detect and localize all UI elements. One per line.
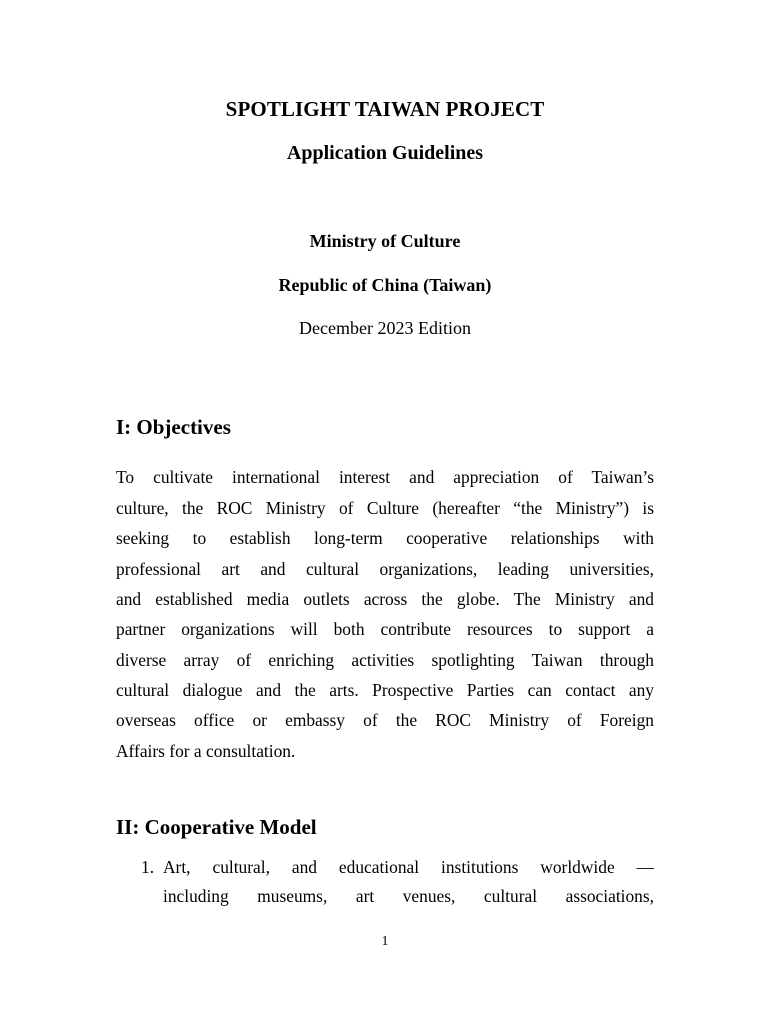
country-name: Republic of China (Taiwan) <box>278 275 492 295</box>
paragraph-line: Affairs for a consultation. <box>116 741 296 761</box>
document-title: SPOTLIGHT TAIWAN PROJECT <box>225 97 545 121</box>
list-number: 1. <box>141 857 155 877</box>
paragraph-line: and established media outlets across the globe. The Ministry and <box>116 589 654 609</box>
paragraph-line: partner organizations will both contribute resources to support a <box>116 619 654 639</box>
document-subtitle: Application Guidelines <box>286 142 484 164</box>
section-heading-objectives: I: Objectives <box>116 415 231 439</box>
paragraph-line: To cultivate international interest and appreciation of Taiwan’s <box>116 467 654 487</box>
organization-name: Ministry of Culture <box>309 231 461 251</box>
list-item-line: including museums, art venues, cultural associations, <box>163 886 654 906</box>
paragraph-line: seeking to establish long-term cooperative relationships with <box>116 528 654 548</box>
paragraph-line: cultural dialogue and the arts. Prospective Parties can contact any <box>116 680 654 700</box>
paragraph-line: overseas office or embassy of the ROC Ministry of Foreign <box>116 710 654 730</box>
list-item <box>116 856 654 916</box>
paragraph-line: professional art and cultural organizations, leading universities, <box>116 559 654 579</box>
paragraph-line: diverse array of enriching activities spotlighting Taiwan through <box>116 650 654 670</box>
edition-label: December 2023 Edition <box>299 318 471 338</box>
page-number: 1 <box>381 934 389 949</box>
paragraph-line: culture, the ROC Ministry of Culture (hereafter “the Ministry”) is <box>116 498 654 518</box>
section-heading-cooperative-model: II: Cooperative Model <box>116 815 317 839</box>
list-item-line: Art, cultural, and educational institutions worldwide — <box>163 857 654 877</box>
